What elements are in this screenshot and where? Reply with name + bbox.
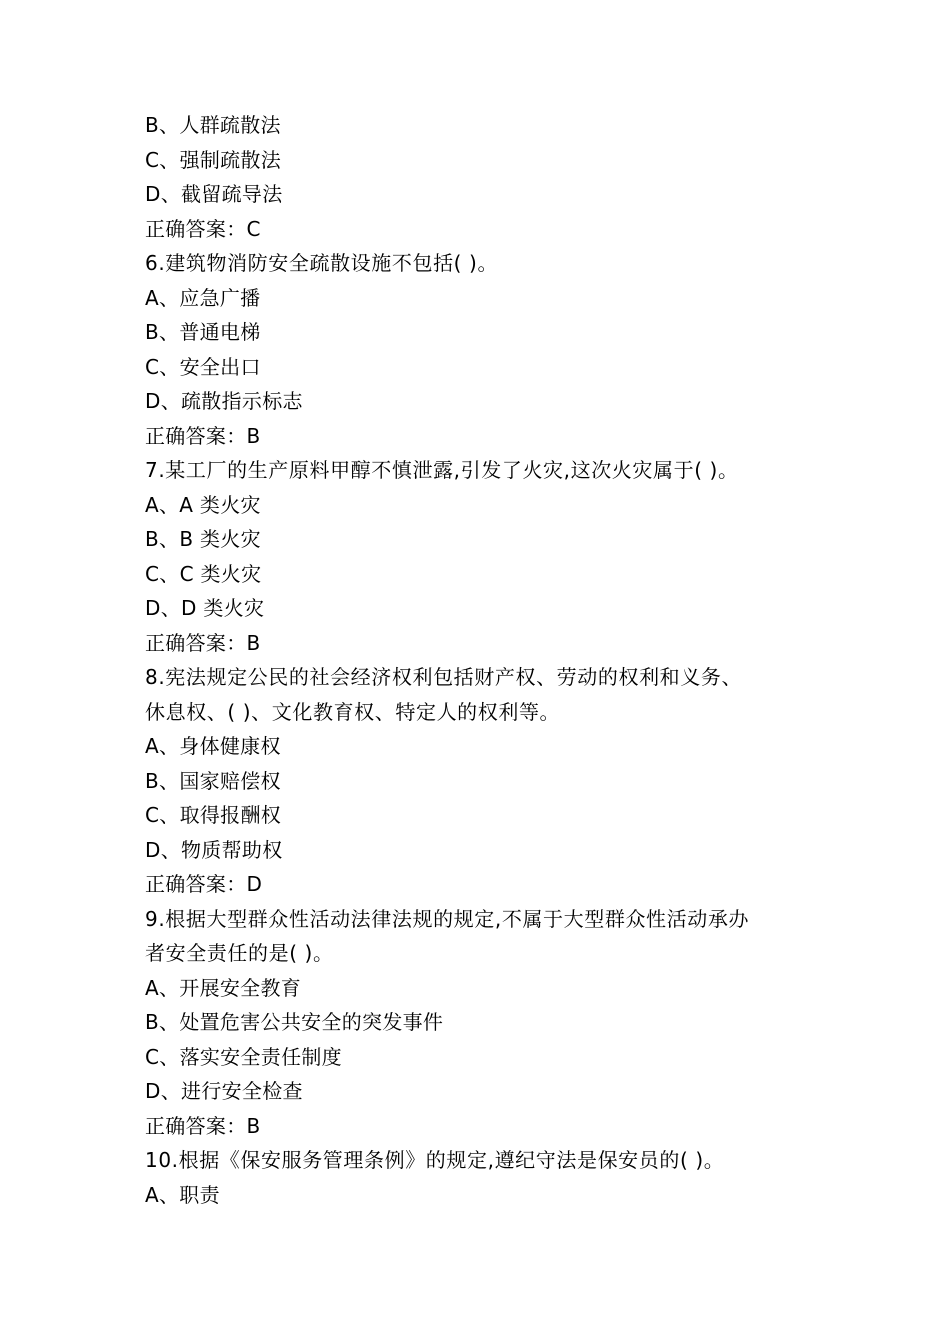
option-line: B、普通电梯 <box>145 320 261 344</box>
option-line: C、安全出口 <box>145 354 261 379</box>
option-line: D、截留疏导法 <box>145 182 283 206</box>
question-text: 休息权、( )、文化教育权、特定人的权利等。 <box>145 699 561 724</box>
answer-line: 正确答案：B <box>145 630 261 655</box>
option-line: A、职责 <box>145 1182 220 1207</box>
answer-line: 正确答案：C <box>145 216 261 241</box>
question-text: 8.宪法规定公民的社会经济权利包括财产权、劳动的权利和义务、 <box>145 665 743 689</box>
option-line: D、物质帮助权 <box>145 837 283 862</box>
option-line: A、开展安全教育 <box>145 975 302 1000</box>
answer-line: 正确答案：D <box>145 872 263 896</box>
question-text: 7.某工厂的生产原料甲醇不慎泄露,引发了火灾,这次火灾属于( )。 <box>145 458 739 482</box>
option-line: D、D 类火灾 <box>145 596 265 620</box>
option-line: B、人群疏散法 <box>145 113 281 137</box>
option-line: A、应急广播 <box>145 285 261 310</box>
option-line: D、疏散指示标志 <box>145 389 303 413</box>
option-line: C、C 类火灾 <box>145 561 262 586</box>
question-text: 6.建筑物消防安全疏散设施不包括( )。 <box>145 251 499 275</box>
option-line: D、进行安全检查 <box>145 1079 303 1103</box>
question-text: 10.根据《保安服务管理条例》的规定,遵纪守法是保安员的( )。 <box>145 1148 725 1172</box>
option-line: A、A 类火灾 <box>145 492 261 517</box>
question-text: 9.根据大型群众性活动法律法规的规定,不属于大型群众性活动承办 <box>145 906 750 931</box>
question-text: 者安全责任的是( )。 <box>145 941 334 965</box>
question-list <box>145 108 815 1212</box>
answer-line: 正确答案：B <box>145 1113 261 1138</box>
option-line: B、处置危害公共安全的突发事件 <box>145 1010 444 1034</box>
option-line: B、B 类火灾 <box>145 527 261 551</box>
option-line: C、强制疏散法 <box>145 147 282 172</box>
option-line: C、落实安全责任制度 <box>145 1044 342 1069</box>
option-line: C、取得报酬权 <box>145 803 282 827</box>
option-line: B、国家赔偿权 <box>145 768 281 793</box>
answer-line: 正确答案：B <box>145 423 261 448</box>
option-line: A、身体健康权 <box>145 734 281 758</box>
